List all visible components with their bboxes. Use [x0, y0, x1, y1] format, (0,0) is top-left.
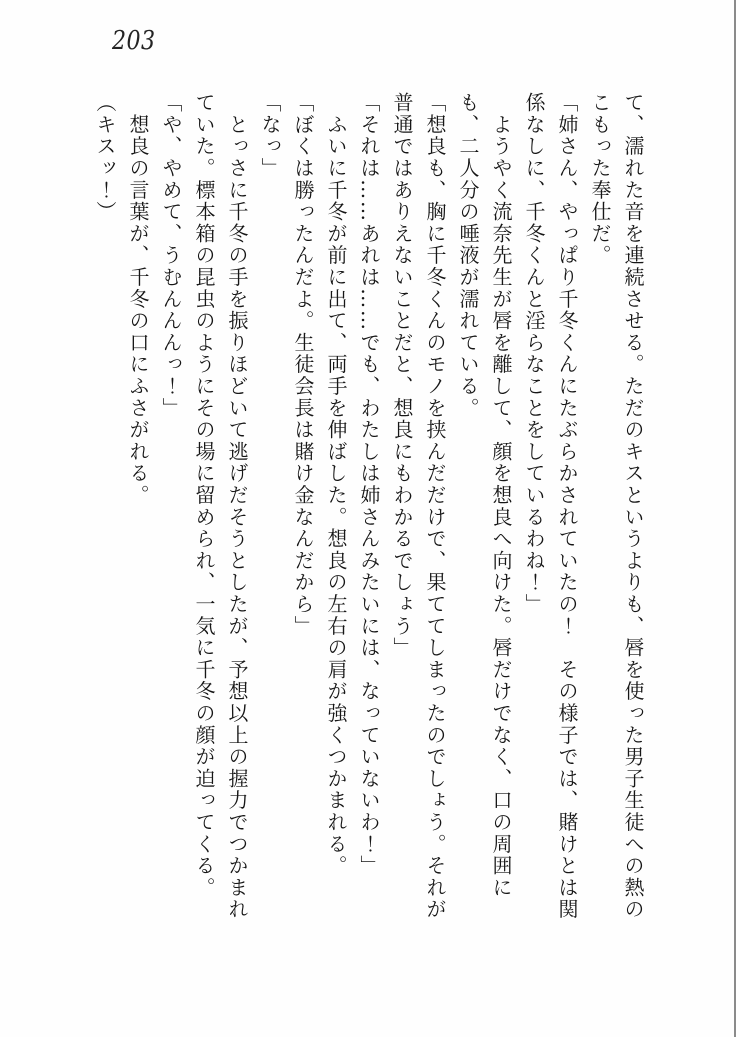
paragraph: （キスッ！） [93, 92, 117, 223]
paragraph: 「なっ」 [258, 92, 282, 180]
paragraph: とっさに千冬の手を振りほどいて逃げだそうとしたが、予想以上の握力でつかまれていた。標本箱の昆虫のようにその場に留められ、一気に千冬の顔が迫ってくる。 [192, 92, 249, 921]
paragraph: 「や、やめて、うむんんんっ！」 [159, 92, 183, 419]
paragraph: 「それは……あれは……でも、わたしは姉さんみたいには、なっていないわ！」 [357, 92, 381, 877]
page-number: 203 [112, 26, 156, 56]
paragraph: 「姉さん、やっぱり千冬くんにたぶらかされていたの！ その様子では、賭けとは関係なしに、千冬くんと淫らなことをしているわね！」 [522, 92, 579, 921]
text-block [87, 92, 649, 926]
paragraph: 想良の言葉が、千冬の口にふさがれる。 [126, 92, 150, 507]
paragraph: て、濡れた音を連続させる。ただのキスというよりも、唇を使った男子生徒への熱のこもった奉仕だ。 [588, 92, 645, 921]
paragraph: 「想良も、胸に千冬くんのモノを挟んだだけで、果ててしまったのでしょう。それが普通ではありえないことだと、想良にもわかるでしょう」 [390, 92, 447, 921]
paragraph: 「ぼくは勝ったんだよ。生徒会長は賭け金なんだから」 [291, 92, 315, 637]
paragraph: ふいに千冬が前に出て、両手を伸ばした。想良の左右の肩が強くつかまれる。 [324, 92, 348, 877]
paragraph: ようやく流奈先生が唇を離して、顔を想良へ向けた。唇だけでなく、口の周囲にも、二人分の唾液が濡れている。 [456, 92, 513, 899]
